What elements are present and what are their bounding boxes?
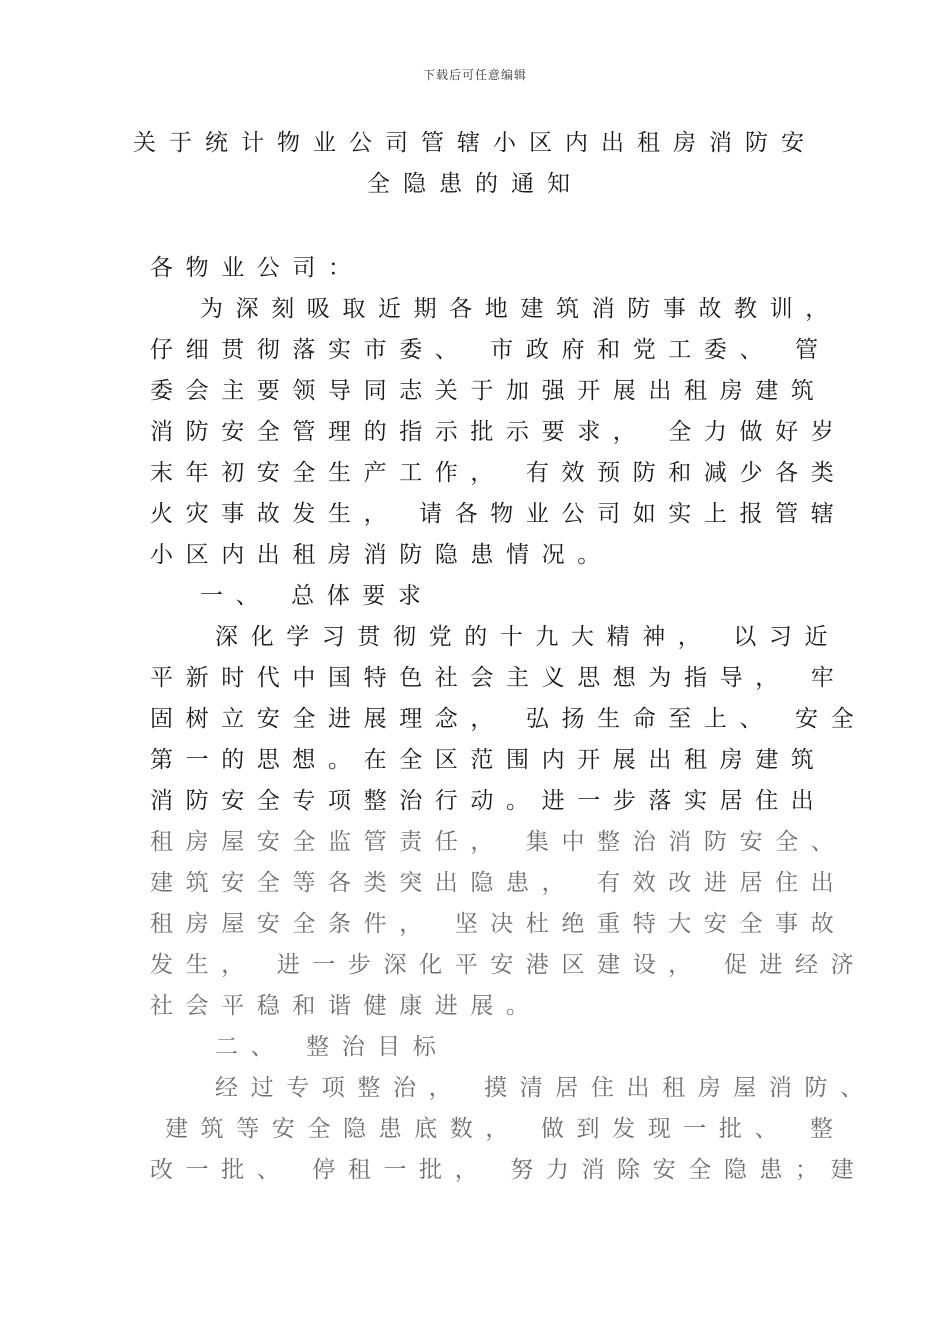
section-heading-2: 二、 整治目标 [215,1034,449,1060]
paragraph-line: 租房屋安全条件， 坚决杜绝重特大安全事故 [150,911,847,937]
paragraph-line: 深化学习贯彻党的十九大精神， 以习近 [215,624,841,650]
paragraph-line: 平新时代中国特色社会主义思想为指导， 牢 [150,665,847,691]
paragraph-line: 建筑等安全隐患底数， 做到发现一批、 整 [165,1116,846,1142]
paragraph-line: 发生， 进一步深化平安港区建设， 促进经济 [150,952,867,978]
paragraph-line: 末年初安全生产工作， 有效预防和减少各类 [150,460,847,486]
paragraph-line: 火灾事故发生， 请各物业公司如实上报管辖 [150,501,847,527]
paragraph-line: 小区内出租房消防隐患情况。 [150,542,613,568]
paragraph-line: 第一的思想。在全区范围内开展出租房建筑 [150,747,827,773]
header-note: 下载后可任意编辑 [422,68,527,82]
paragraph-line: 租房屋安全监管责任， 集中整治消防安全、 [150,829,847,855]
paragraph-line: 消防安全管理的指示批示要求， 全力做好岁 [150,419,847,445]
paragraph-line: 经过专项整治， 摸清居住出租房屋消防、 [215,1075,876,1101]
paragraph-line: 固树立安全进展理念， 弘扬生命至上、 安全 [150,706,867,732]
paragraph-line: 为深刻吸取近期各地建筑消防事故教训， [200,296,841,322]
paragraph-line: 社会平稳和谐健康进展。 [150,993,542,1019]
paragraph-line: 建筑安全等各类突出隐患， 有效改进居住出 [150,870,847,896]
salutation: 各物业公司： [150,255,364,281]
section-heading-1: 一、 总体要求 [200,583,434,609]
paragraph-line: 仔细贯彻落实市委、 市政府和党工委、 管 [150,337,831,363]
paragraph-line: 消防安全专项整治行动。进一步落实居住出 [150,788,827,814]
document-title-line-2: 全隐患的通知 [367,171,583,197]
paragraph-line: 改一批、 停租一批， 努力消除安全隐患；建 [150,1157,867,1183]
paragraph-line: 委会主要领导同志关于加强开展出租房建筑 [150,378,827,404]
document-title-line-1: 关于统计物业公司管辖小区内出租房消防安 [133,130,817,156]
